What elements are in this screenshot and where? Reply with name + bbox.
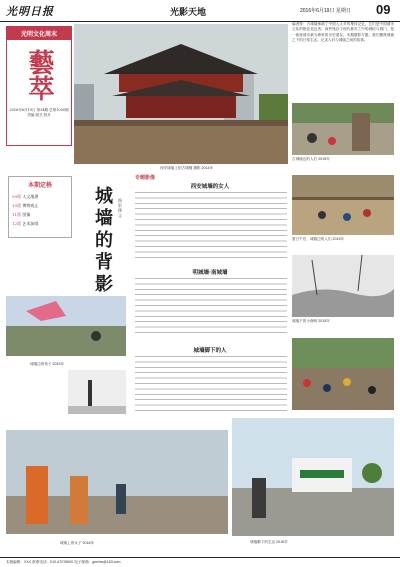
feature-tag: 专题影像 — [135, 175, 156, 181]
photo-right-bw — [292, 255, 394, 317]
toc-label: 图像 — [22, 212, 31, 217]
toc-label: 人文地理 — [22, 194, 39, 199]
caption-right-top: 古城墙边的人们 2015年 — [292, 157, 330, 161]
right-crowd-image — [292, 338, 394, 410]
city-gate-image — [74, 24, 288, 164]
toc-title: 本期定格 — [27, 182, 52, 189]
toc-page: 10版 — [12, 203, 22, 208]
page-number: 09 — [376, 2, 391, 17]
feature-byline: 摄影 撰文 — [118, 198, 122, 218]
page-header — [0, 0, 400, 22]
toc-item[interactable] — [12, 219, 68, 228]
article-body-2 — [135, 278, 287, 336]
caption-top-photo: 西安城墙上的古城楼 摄影 2014年 — [160, 166, 214, 170]
photo-left-small — [68, 370, 126, 414]
photo-city-gate — [74, 24, 288, 164]
photo-bottom-right — [232, 418, 394, 536]
masthead-edition — [7, 108, 71, 118]
page-footer: 本版编辑：XXX 联系电话：010-67078000 电子邮箱：gmrbw@163.com — [0, 557, 400, 567]
edition-line-2: 责编 版式 校对 — [27, 113, 51, 117]
caption-bottom-right: 城墙脚下的生活 2016年 — [250, 540, 288, 544]
issue-date: 2016年6月19日 星期日 — [300, 8, 351, 14]
toc-label: 博物观止 — [22, 203, 39, 208]
edition-line-1: 2016年6月19日 第34期 总第1000期 — [9, 108, 69, 112]
toc-page: 09版 — [12, 194, 22, 199]
right-bw-image — [292, 255, 394, 317]
article-body-3 — [135, 356, 287, 414]
issue-toc — [8, 176, 72, 238]
article-heading-1: 西安城墙的女人 — [190, 184, 230, 190]
caption-right-mid: 夏日午后，城墙边的人们 2015年 — [292, 237, 345, 241]
bottom-right-image — [232, 418, 394, 536]
right-top-image — [292, 103, 394, 155]
newspaper-logo: 光明日报 — [6, 5, 54, 18]
caption-right-lower: 城墙下的小商贩 2015年 — [292, 319, 330, 323]
toc-label: 艺术前哨 — [22, 221, 39, 226]
photo-bottom-left — [6, 430, 228, 534]
section-title: 光影天地 — [170, 8, 207, 18]
article-heading-3: 城墙脚下的人 — [193, 348, 227, 354]
toc-page: 11版 — [12, 212, 22, 217]
bottom-left-image — [6, 430, 228, 534]
feature-title: 城墙的背影 — [95, 186, 113, 295]
photo-left-mid — [6, 296, 126, 356]
toc-item[interactable] — [12, 192, 68, 201]
masthead-banner: 光明文化周末 — [7, 27, 71, 40]
toc-item[interactable] — [12, 201, 68, 210]
left-small-image — [68, 370, 126, 414]
article-heading-2: 明城墙·南城墙 — [192, 270, 228, 276]
column-masthead — [6, 26, 72, 146]
photo-right-top — [292, 103, 394, 155]
left-mid-image — [6, 296, 126, 356]
photo-right-crowd — [292, 338, 394, 410]
photo-right-mid — [292, 175, 394, 235]
caption-left-mid: 城墙边的孩子 2015年 — [30, 362, 65, 366]
toc-page: 12版 — [12, 221, 22, 226]
masthead-title: 藝萃 — [24, 49, 54, 101]
caption-bottom-left: 城墙上的女子 2016年 — [60, 541, 95, 545]
editor-intro: 编者按：古城墙承载了中国人太多的集体记忆，它们是中国城市文化的绝佳见证者。那些残存于现代都市之中的城垣与城门，是一座座城市最为珍贵的历史遗存。本期摄影专题，我们聚焦城墙之下的日常生活，记录人们与城墙之间的故事。 — [292, 22, 394, 43]
toc-item[interactable] — [12, 210, 68, 219]
article-body-1 — [135, 192, 287, 260]
right-mid-image — [292, 175, 394, 235]
